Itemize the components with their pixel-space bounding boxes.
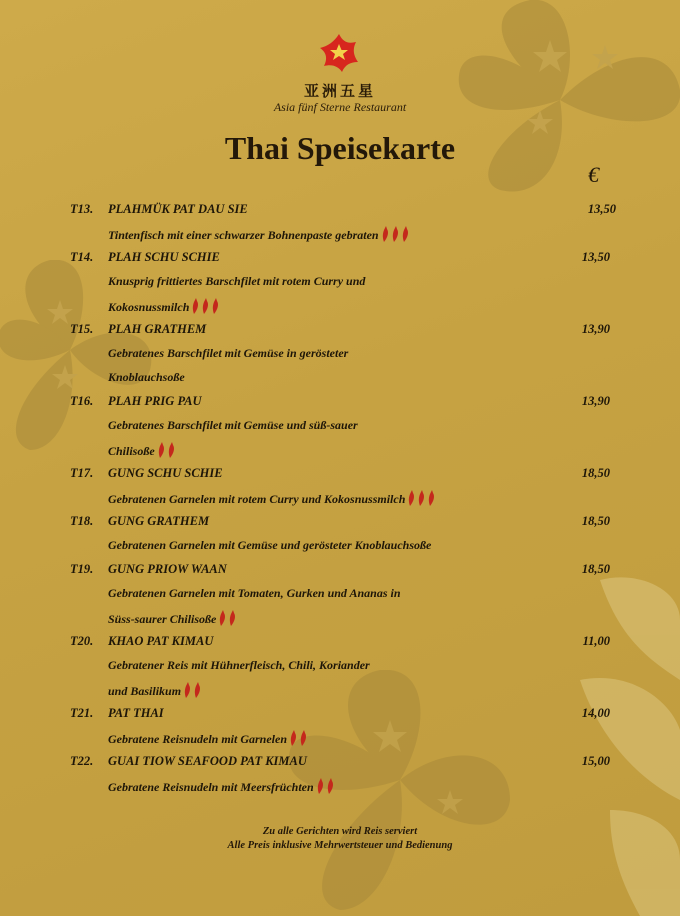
menu-item-description-text: Kokosnussmilch	[108, 300, 190, 314]
menu-item	[0, 706, 680, 726]
menu-item	[0, 754, 680, 774]
menu-item-description-text: Gebratener Reis mit Hühnerfleisch, Chili, Koriander	[108, 658, 370, 672]
menu-item-price: 13,90	[581, 394, 610, 408]
menu-item-name: PAT THAI	[108, 706, 164, 720]
menu-item	[0, 322, 680, 342]
menu-item	[0, 634, 680, 654]
menu-item-name: PLAH GRATHEM	[108, 322, 207, 336]
menu-item-price: 11,00	[582, 634, 610, 648]
menu-item-description	[108, 730, 307, 747]
menu-item-description-text: Chilisoße	[108, 444, 155, 458]
menu-item-name: PLAH SCHU SCHIE	[108, 250, 220, 264]
menu-item-name: PLAHMÜK PAT DAU SIE	[108, 202, 248, 216]
footer-note-vat: Alle Preis inklusive Mehrwertsteuer und Bedienung	[227, 840, 453, 851]
chili-pepper-icon	[316, 778, 324, 794]
chili-pepper-icon	[417, 490, 425, 506]
chili-pepper-icon	[289, 730, 297, 746]
chili-pepper-icon	[326, 778, 334, 794]
page-title: Thai Speisekarte	[224, 130, 456, 166]
chili-pepper-icon	[299, 730, 307, 746]
menu-item-price: 14,00	[581, 706, 610, 720]
chili-pepper-icon	[211, 298, 219, 314]
menu-item-description	[108, 610, 236, 627]
chili-pepper-icon	[401, 226, 409, 242]
menu-item-description	[108, 418, 358, 433]
menu-item-code: T15.	[70, 322, 94, 336]
menu-item-description-text: Süss-saurer Chilisoße	[108, 612, 217, 626]
chili-pepper-icon	[183, 682, 191, 698]
currency-symbol: €	[588, 162, 599, 187]
chili-pepper-icon	[201, 298, 209, 314]
menu-item-name: KHAO PAT KIMAU	[108, 634, 214, 648]
menu-item-code: T17.	[70, 466, 94, 480]
chili-pepper-icon	[381, 226, 389, 242]
menu-item	[0, 562, 680, 582]
menu-item-price: 13,90	[581, 322, 610, 336]
chili-pepper-icon	[407, 490, 415, 506]
menu-item-description	[108, 274, 365, 289]
menu-item-description	[108, 778, 334, 795]
menu-item-description	[108, 226, 409, 243]
restaurant-logo	[318, 32, 360, 74]
spiciness-indicator	[181, 684, 201, 698]
menu-item	[0, 466, 680, 486]
menu-item-description	[108, 682, 201, 699]
menu-item-description-text: Gebratene Reisnudeln mit Meersfrüchten	[108, 780, 314, 794]
chili-pepper-icon	[167, 442, 175, 458]
menu-item-price: 18,50	[581, 466, 610, 480]
spiciness-indicator	[155, 444, 175, 458]
menu-item-description	[108, 442, 175, 459]
menu-item-price: 18,50	[581, 514, 610, 528]
chili-pepper-icon	[157, 442, 165, 458]
menu-item-description-text: Gebratenen Garnelen mit rotem Curry und Kokosnussmilch	[108, 492, 406, 506]
spiciness-indicator	[189, 300, 219, 314]
spiciness-indicator	[405, 492, 435, 506]
menu-item-description-text: Gebratenes Barschfilet mit Gemüse in gerösteter	[108, 346, 349, 360]
menu-item-price: 13,50	[581, 250, 610, 264]
chili-pepper-icon	[427, 490, 435, 506]
menu-item-name: GUNG GRATHEM	[108, 514, 210, 528]
menu-item-description	[108, 490, 435, 507]
menu-item	[0, 202, 680, 222]
menu-item-description-text: Knusprig frittiertes Barschfilet mit rotem Curry und	[108, 274, 366, 288]
menu-item-description	[108, 586, 401, 601]
menu-item-price: 18,50	[581, 562, 610, 576]
menu-item-code: T14.	[70, 250, 94, 264]
menu-item-description	[108, 538, 431, 553]
brush-texture-right	[560, 560, 680, 916]
menu-item-name: PLAH PRIG PAU	[108, 394, 202, 408]
spiciness-indicator	[314, 780, 334, 794]
menu-item-code: T20.	[70, 634, 94, 648]
chili-pepper-icon	[391, 226, 399, 242]
menu-item-name: GUNG SCHU SCHIE	[108, 466, 223, 480]
menu-item-code: T18.	[70, 514, 94, 528]
menu-item-description-text: Gebratenes Barschfilet mit Gemüse und süß-sauer	[108, 418, 358, 432]
menu-item-name: GUAI TIOW SEAFOOD PAT KIMAU	[108, 754, 307, 768]
menu-item-code: T19.	[70, 562, 94, 576]
menu-item-description-text: Tintenfisch mit einer schwarzer Bohnenpaste gebraten	[108, 228, 379, 242]
spiciness-indicator	[216, 612, 236, 626]
footer-note-rice: Zu alle Gerichten wird Reis serviert	[262, 826, 418, 837]
menu-item-description	[108, 298, 219, 315]
chili-pepper-icon	[218, 610, 226, 626]
menu-item-price: 13,50	[587, 202, 616, 216]
menu-item-code: T13.	[70, 202, 94, 216]
chili-pepper-icon	[193, 682, 201, 698]
menu-item-description-text: Knoblauchsoße	[108, 370, 185, 384]
menu-item-description-text: Gebratene Reisnudeln mit Garnelen	[108, 732, 288, 746]
menu-item-name: GUNG PRIOW WAAN	[108, 562, 227, 576]
menu-item-price: 15,00	[581, 754, 610, 768]
chili-pepper-icon	[228, 610, 236, 626]
menu-item	[0, 514, 680, 534]
menu-item-code: T21.	[70, 706, 94, 720]
menu-item-description	[108, 658, 370, 673]
spiciness-indicator	[379, 228, 409, 242]
menu-item-description	[108, 346, 348, 361]
brand-chinese: 亚洲五星	[303, 84, 376, 100]
menu-item	[0, 250, 680, 270]
menu-item-code: T22.	[70, 754, 94, 768]
brand-latin: Asia fünf Sterne Restaurant	[273, 100, 407, 114]
menu-item-description	[108, 370, 185, 385]
menu-item-description-text: und Basilikum	[108, 684, 182, 698]
menu-item-description-text: Gebratenen Garnelen mit Gemüse und gerösteter Knoblauchsoße	[108, 538, 432, 552]
menu-item-code: T16.	[70, 394, 94, 408]
spiciness-indicator	[287, 732, 307, 746]
chili-pepper-icon	[191, 298, 199, 314]
menu-item-description-text: Gebratenen Garnelen mit Tomaten, Gurken und Ananas in	[108, 586, 401, 600]
menu-item	[0, 394, 680, 414]
